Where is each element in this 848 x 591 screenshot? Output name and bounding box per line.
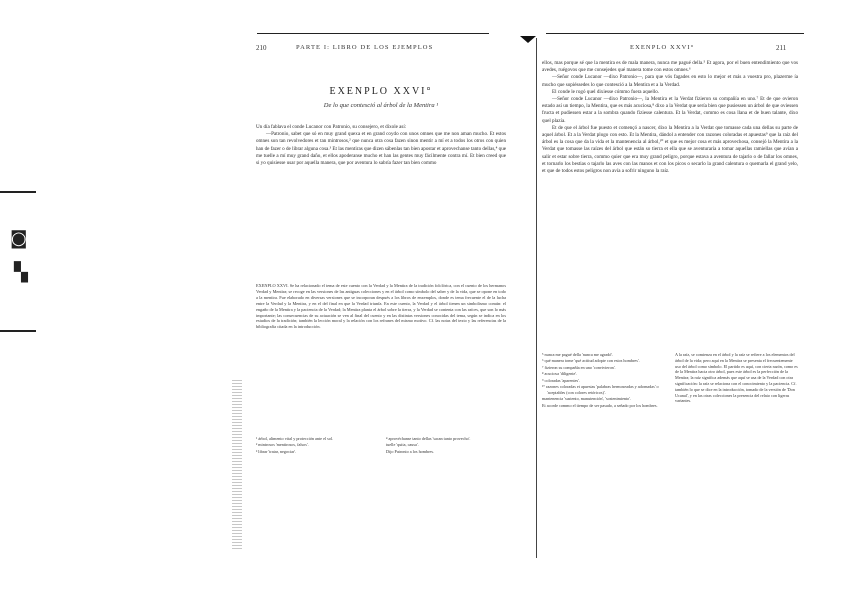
chapter-subtitle: De lo que contesció al árbol de la Mentira ¹ — [323, 102, 439, 109]
gutter-line — [536, 38, 537, 558]
bookmark-clip-icon: ▚ — [14, 262, 28, 283]
footnote: Et acorde commo el tiempo de ser pasado, a señado por los hombres. — [542, 402, 658, 408]
left-paragraph: —Patronio, sabet que só en muy grand quexa et en grand coydo con unos omnes que me non aman mucho. Et estos omnes son tan revolvedores et tan mintrosos,² que nunca otra cosa fazen sinon mentir a mí et a todos los otros con quien han de fazer o de librar alguna cosa.³ Et las mentiras que dizen sábenlas tan bien apostar et aprovechanse tanto dellas,⁴ que me tuelle a mí muy grand daño, et ellos apoderanse mucho et han las gentes muy fácilmente contra mí. Et bien creed que si yo quisiesse usar por aquella manera, que por aventura lo sabría fazer tan bien commo — [256, 131, 506, 167]
right-page-number: 211 — [776, 44, 787, 52]
footnote: ⁶ qué manera tome 'qué actitud adopte con estos hombres'. — [542, 358, 640, 364]
top-rule-right — [546, 33, 804, 34]
left-running-head: PARTE I: LIBRO DE LOS EJEMPLOS — [296, 44, 434, 51]
left-page — [252, 38, 510, 558]
footnote: tuelle 'quita, causa'. — [386, 442, 419, 448]
right-footnotes — [542, 352, 798, 409]
right-paragraph: ellos, mas porque sé que la mentira es de mala manera, nunca me pagué della.⁵ Et agora, por el buen entendimiento que vos avedes, ruégovos que me consejedes qué manera tome con estos omnes.⁶ — [542, 60, 798, 74]
left-body-text — [256, 124, 506, 167]
footnote: Dijo Patronio a los hombres. — [386, 448, 435, 454]
footnote: ⁹ coloradas 'aparentes'. — [542, 377, 580, 383]
right-paragraph: —Señor conde Lucanor —dixo Patronio—, para que vós fagades en esto lo mejor et más a vuestra pro, plazerme ía mucho que sopiéssedes lo que contesció a la Mentira et a la Verdad. — [542, 74, 798, 88]
footnote: ⁸ acuciosa 'diligente'. — [542, 371, 578, 377]
footnote: ⁷ fizieron su compañía en uno 'convivieron'. — [542, 364, 616, 370]
right-body-text — [542, 60, 798, 175]
right-footnotes-col-a — [542, 352, 665, 409]
left-footnotes — [256, 436, 506, 455]
footnote: ⁴ aprovéchanse tanto dellas 'sacan tanto provecho'. — [386, 436, 471, 441]
right-paragraph: —Señor conde Lucanor —dixo Patronio—, la Mentira et la Verdat fizieron su compañía en uno.⁷ Et de que ovieron estado así un tiempo, la Mentira, que es más acuciosa,⁸ dixo a la Verdat que sería bien que pusiessen un árbol de que oviessen fructa et pudiessen estar a la sombra quando fiziesse calentura. Et la Verdat, commo es cosa llana et de buen talante, dixo quel plazía. — [542, 96, 799, 124]
footnote: ¹⁰ razones coloradas et apuestas 'palabras hermoseadas y adornadas' o 'aceptables (con colores retóricos)'. — [542, 383, 659, 395]
right-paragraph: El conde le rogó quel dixiesse cómmo fuera aquello. — [552, 88, 660, 95]
edge-rule-top — [0, 191, 36, 193]
footnote: ⁵ nunca me pagué della 'nunca me agradó'. — [542, 352, 614, 357]
scholarly-note-text: EXENPLO XXVI. Se ha relacionado el tema de este cuento con la Verdad y la Mentira de la tradición folclórica, con el cuento de los hermanos Verdad y Mentira; se recoge en las versiones de las antiguas colecciones y en el árbol como símbolo del saber y de la vida, que se opone en todo a la mentira. Fue elaborado en diversas versiones que se incorporan después a los libros de enxemplos, donde es tema frecuente el de la lucha entre la Verdad y la Mentira, y en el del final en que la Verdad triunfa. En este cuento, la Verdad y el árbol tienen un simbolismo común: el engaño de la Mentira y la paciencia de la Verdad; la Mentira planta el árbol sobre la tierra, y la Verdad se contenta con las raíces, que son lo más importante; las consecuencias de su actuación se ven al final del cuento y en las distintas versiones conocidas del tema, según se indica en los estudios de la tradición; también la lección moral y la relación con los refranes del mismo motivo. Cf. las notas del texto y las referencias de la bibliografía citada en la introducción. — [256, 283, 506, 330]
right-page — [540, 38, 802, 558]
left-page-number: 210 — [256, 44, 267, 52]
gutter-arrow-icon — [520, 36, 536, 43]
right-paragraph: Et de que el árbol fue puesto et començó a nascer, dixo la Mentira a la Verdat que tomasse cada una dellas su parte de aquel árbol. Et a la Verdat plogo con esto. Et la Mentira, dándol a entender con razones coloradas et apuestas⁹ que la raíz del árbol es la cosa que da la vida et la mantenencia al árbol,¹⁰ et que es mejor cosa et más aprovechosa, consejó la Mentira a la Verdat que tomasse las raízes del árbol que están so tierra et ella que se aventuraría a tomar aquellas ramiellas que avían a salir et estar sobre tierra, commo quier que era muy grand peligro, porque estava a aventura de tajarlo o de fallar los omnes, et tornarlo los bestias o tajarlo las aves con las manos et con los picos o secarlo la grand calentura o quemarla el grand yelo, et que de todos estos peligros non avía a sofrir ninguno la raíz. — [542, 124, 798, 175]
edge-rule-bottom — [0, 330, 36, 332]
right-footnotes-col-b — [675, 352, 798, 409]
scanner-badge-icon: ◙ — [10, 228, 28, 249]
left-paragraph: Un día fablava el conde Lucanor con Patronio, su consejero, et díxole así: — [256, 124, 407, 130]
left-footnotes-col-b — [386, 436, 506, 455]
binding-strip — [232, 380, 242, 550]
right-running-head: EXENPLO XXVI° — [630, 44, 695, 51]
footnote: A la raíz, se comienza en el árbol y la raíz se refiere a los elementos del árbol de la vida; pero aquí en la Mentira se presenta el frecuentemente uso del árbol como símbolo. El partido es aquí, con cierta razón, como es de la Mentira hacia otro árbol, pues este árbol es la perfección de la Mentira; la raíz significa además que aquí se usa de la Verdad con otra significación: la raíz se relaciona con el conocimiento y la paciencia. Cf. también lo que se dice en la introducción, tomado de la versión de 'Don Ucanal', y en las otras colecciones la presencia del relato con ligeras variantes. — [675, 352, 798, 404]
scholarly-note — [256, 283, 506, 330]
top-rule-left — [257, 33, 489, 34]
footnote: ³ librar 'tratar, negociar'. — [256, 448, 297, 454]
left-footnotes-col-a — [256, 436, 376, 455]
footnote: ² mintrosos 'mentirosos, falsos'. — [256, 442, 309, 448]
chapter-title: EXENPLO XXVI° — [329, 86, 433, 97]
footnote: mantenencia 'sustento, manutención', 'sostenimiento'. — [542, 396, 632, 402]
footnote: ¹ árbol, alimento vital y protección ante el sol. — [256, 436, 334, 441]
